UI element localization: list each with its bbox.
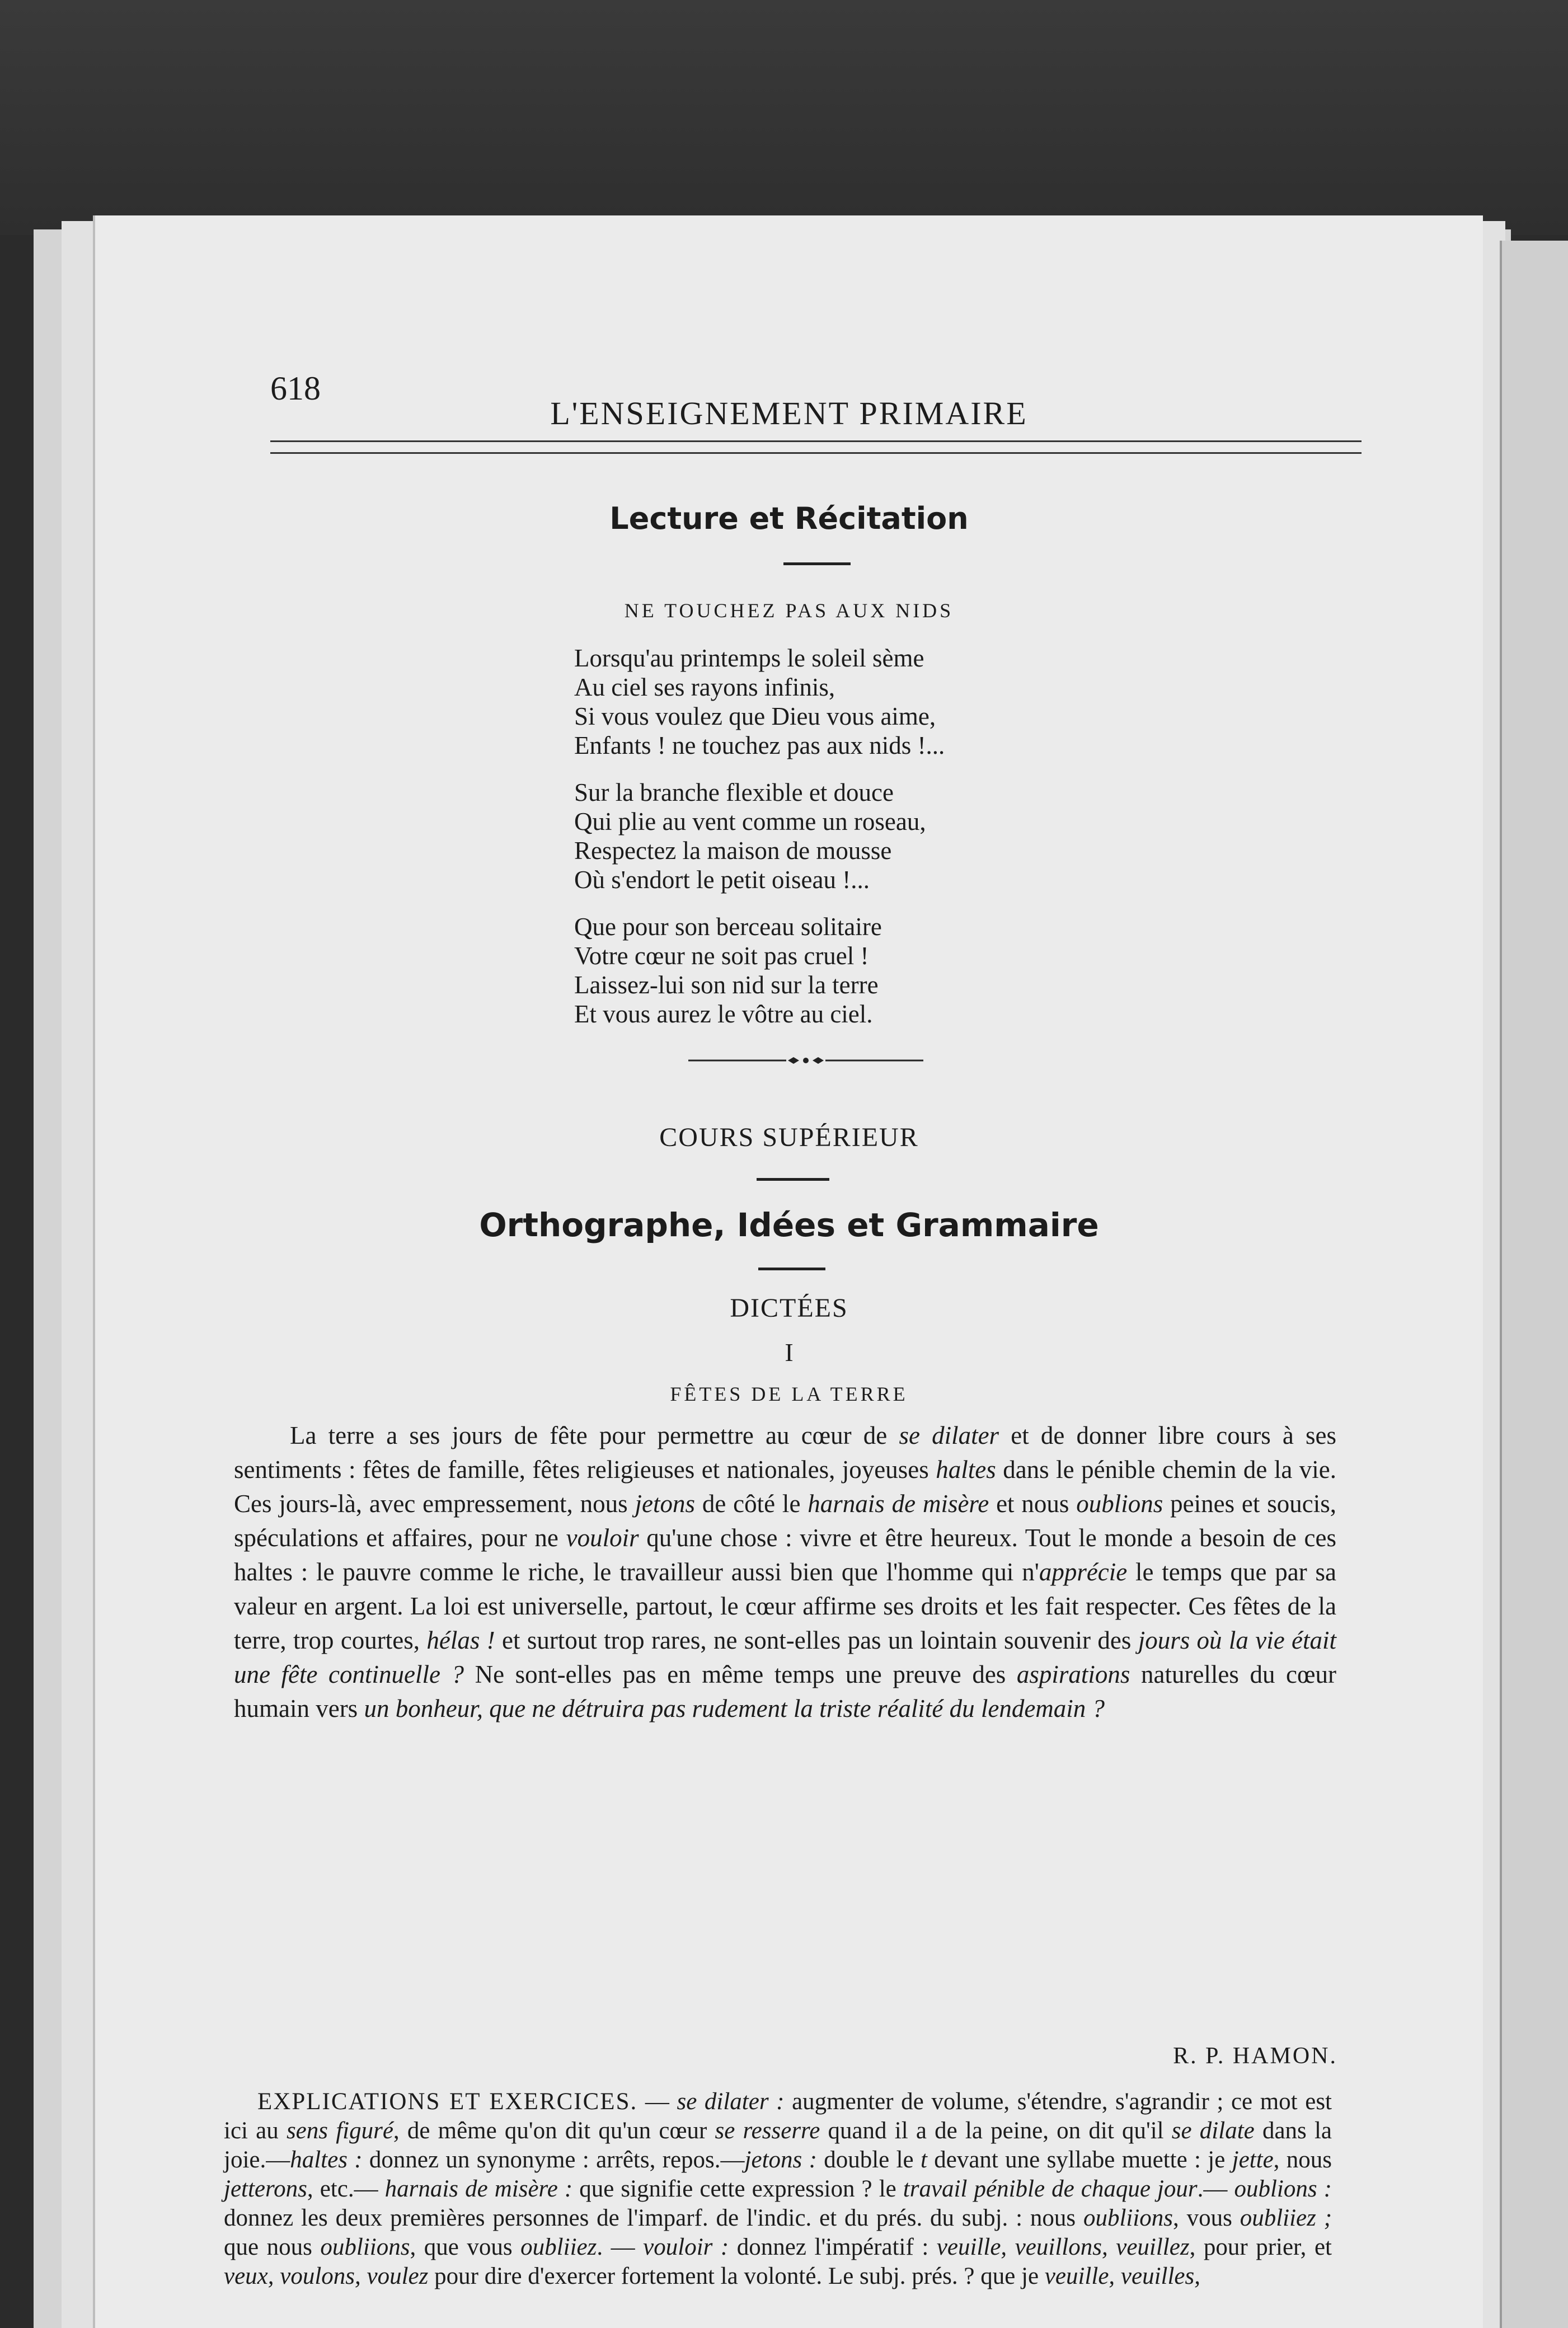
poem: [574, 644, 1134, 1046]
poem-stanza: [574, 644, 1134, 760]
italic-term: haltes :: [290, 2147, 363, 2173]
text-run: . —: [597, 2234, 644, 2260]
italic-term: apprécie: [1039, 1558, 1128, 1586]
poem-line: Où s'endort le petit oiseau !...: [574, 866, 870, 894]
ornament-divider: [688, 1055, 923, 1066]
dictees-heading: DICTÉES: [730, 1293, 848, 1323]
text-run: donnez l'impératif :: [729, 2234, 937, 2260]
poem-title: NE TOUCHEZ PAS AUX NIDS: [624, 599, 954, 622]
italic-term: travail pénible de chaque jour: [903, 2176, 1198, 2202]
explanations-text: [224, 2087, 1332, 2291]
italic-term: harnais de misère: [808, 1490, 989, 1518]
text-run: naturelles du cœur humain vers: [234, 1660, 1336, 1722]
italic-term: vouloir :: [643, 2234, 729, 2260]
text-run: , pour prier, et: [1189, 2234, 1332, 2260]
text-run: —: [637, 2088, 677, 2115]
italic-term: oublions: [1076, 1490, 1163, 1518]
italic-term: oubliions: [320, 2234, 410, 2260]
italic-term: veuille, veuilles,: [1044, 2263, 1200, 2289]
italic-term: vouloir: [566, 1524, 639, 1552]
title-underline: [758, 1268, 825, 1270]
dictation-text: [234, 1419, 1336, 1726]
italic-term: aspirations: [1016, 1660, 1130, 1688]
text-run: .—: [1197, 2176, 1234, 2202]
text-run: et surtout trop rares, ne sont-elles pas un lointain souvenir des: [495, 1626, 1138, 1654]
section-title-lecture: Lecture et Récitation: [609, 501, 969, 536]
italic-term: oubliions: [1083, 2205, 1173, 2231]
running-title: L'ENSEIGNEMENT PRIMAIRE: [550, 395, 1028, 431]
course-underline: [757, 1178, 829, 1181]
text-run: , de même qu'on dit qu'un cœur: [393, 2118, 715, 2144]
poem-line: Votre cœur ne soit pas cruel !: [574, 942, 869, 970]
italic-term: jetons: [635, 1490, 695, 1518]
italic-term: oubliiez: [520, 2234, 597, 2260]
text-run: quand il a de la peine, on dit qu'il: [820, 2118, 1172, 2144]
text-run: et nous: [989, 1490, 1077, 1518]
text-run: pour dire d'exercer fortement la volonté. Le subj. prés. ? que je: [428, 2263, 1045, 2289]
text-run: Ne sont-elles pas en même temps une preuve des: [464, 1660, 1017, 1688]
text-run: double le: [816, 2147, 921, 2173]
text-run: donnez les deux premières personnes de l'imparf. de l'indic. et du prés. du subj. : nous: [224, 2205, 1083, 2231]
poem-line: Et vous aurez le vôtre au ciel.: [574, 1000, 873, 1028]
text-run: que signifie cette expression ? le: [572, 2176, 903, 2202]
italic-term: se dilater :: [677, 2088, 785, 2115]
author-signature: R. P. HAMON.: [1173, 2043, 1337, 2069]
text-run: qu'une chose : vivre et être heureux. Tout le monde a besoin de ces haltes : le pauvre comme le riche, le travailleur aussi bien que l'homme qui n': [234, 1524, 1336, 1586]
italic-term: se dilater: [899, 1421, 999, 1449]
title-underline: [783, 562, 851, 565]
text-run: le temps que par sa valeur en argent. La loi est universelle, partout, le cœur affirme ses droits et les fait respecter. Ces fêtes de la terre, trop courtes,: [234, 1558, 1336, 1654]
header-double-rule: [270, 440, 1362, 454]
text-run: La terre a ses jours de fête pour permettre au cœur de: [290, 1421, 899, 1449]
italic-term: sens figuré: [286, 2118, 393, 2144]
poem-line: Enfants ! ne touchez pas aux nids !...: [574, 731, 945, 759]
italic-term: t: [920, 2147, 927, 2173]
text-run: donnez un synonyme : arrêts, repos.—: [362, 2147, 745, 2173]
explanations-paragraph: [224, 2087, 1332, 2291]
italic-term: oubliiez ;: [1240, 2205, 1332, 2231]
dictation-number: I: [785, 1338, 794, 1367]
poem-line: Sur la branche flexible et douce: [574, 778, 894, 806]
book-page: [95, 215, 1483, 2328]
poem-stanza: [574, 912, 1134, 1029]
dictation-title: FÊTES DE LA TERRE: [670, 1383, 908, 1405]
italic-term: haltes: [936, 1456, 996, 1484]
poem-stanza: [574, 778, 1134, 894]
text-run: que nous: [224, 2234, 321, 2260]
italic-term: veuille, veuillons, veuillez: [936, 2234, 1190, 2260]
photo-background: [0, 0, 1568, 235]
poem-line: Lorsqu'au printemps le soleil sème: [574, 644, 924, 672]
text-run: , que vous: [410, 2234, 521, 2260]
course-heading: COURS SUPÉRIEUR: [659, 1123, 919, 1152]
section-title-orthographe: Orthographe, Idées et Grammaire: [479, 1206, 1099, 1244]
italic-term: veux, voulons, voulez: [224, 2263, 429, 2289]
italic-term: jetterons: [224, 2176, 307, 2202]
text-run: et de donner libre cours à ses sentiments : fêtes de famille, fêtes religieuses et nationales, joyeuses: [234, 1421, 1336, 1484]
facing-page-edge: [1500, 241, 1568, 2328]
explanations-label: EXPLICATIONS ET EXERCICES.: [257, 2088, 638, 2115]
dictation-paragraph: [234, 1419, 1336, 1726]
poem-line: Qui plie au vent comme un roseau,: [574, 808, 926, 836]
text-run: peines et soucis, spéculations et affaires, pour ne: [234, 1490, 1336, 1552]
poem-line: Laissez-lui son nid sur la terre: [574, 971, 879, 999]
italic-term: hélas !: [426, 1626, 495, 1654]
text-run: dans la joie.—: [224, 2118, 1332, 2173]
italic-term: oublions :: [1234, 2176, 1332, 2202]
text-run: augmenter de volume, s'étendre, s'agrandir ; ce mot est ici au: [224, 2088, 1332, 2144]
italic-term: un bonheur, que ne détruira pas rudement la triste réalité du lendemain ?: [364, 1695, 1105, 1722]
italic-term: se resserre: [715, 2118, 820, 2144]
italic-term: jours où la vie était une fête continuelle ?: [234, 1626, 1336, 1688]
text-run: dans le pénible chemin de la vie. Ces jours-là, avec empressement, nous: [234, 1456, 1336, 1518]
poem-line: Au ciel ses rayons infinis,: [574, 673, 835, 701]
text-run: , etc.—: [307, 2176, 385, 2202]
italic-term: harnais de misère :: [384, 2176, 573, 2202]
italic-term: jette: [1232, 2147, 1274, 2173]
text-run: devant une syllabe muette : je: [927, 2147, 1232, 2173]
poem-line: Respectez la maison de mousse: [574, 837, 892, 865]
text-run: de côté le: [695, 1490, 808, 1518]
poem-line: Que pour son berceau solitaire: [574, 913, 882, 941]
page-number: 618: [270, 370, 321, 407]
italic-term: jetons :: [744, 2147, 817, 2173]
italic-term: se dilate: [1171, 2118, 1255, 2144]
text-run: , nous: [1273, 2147, 1332, 2173]
poem-line: Si vous voulez que Dieu vous aime,: [574, 702, 936, 730]
text-run: , vous: [1173, 2205, 1240, 2231]
